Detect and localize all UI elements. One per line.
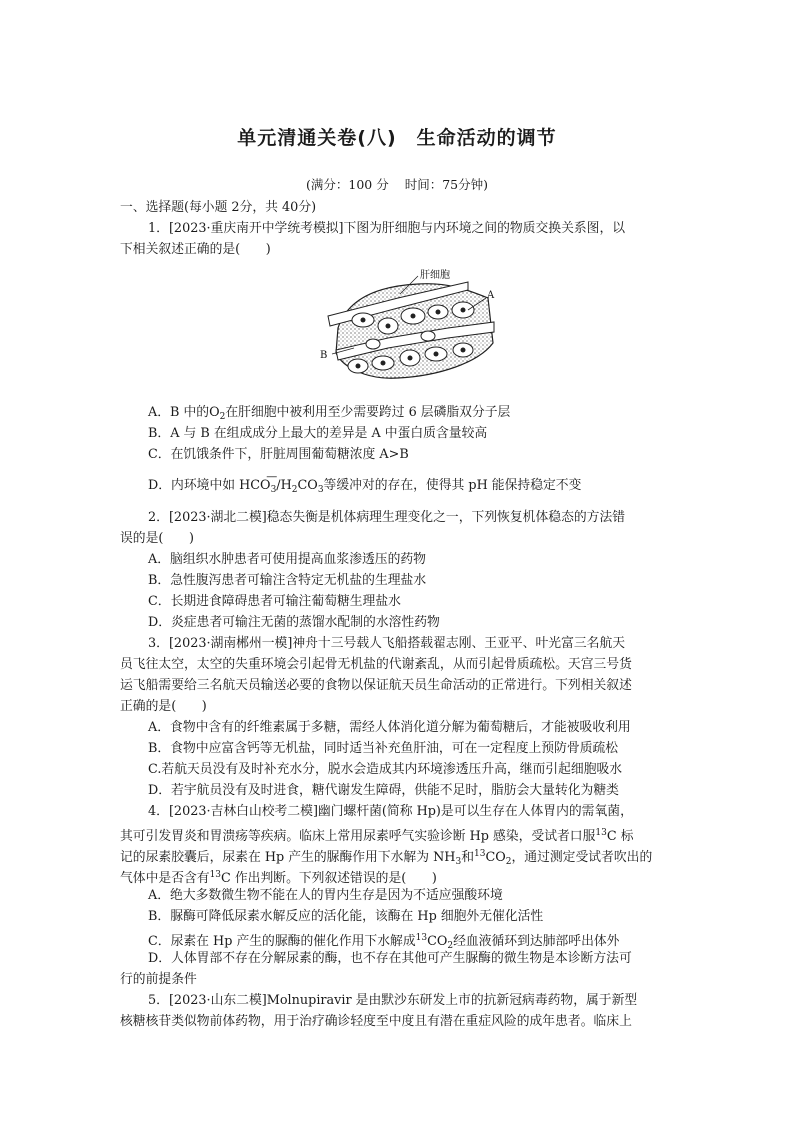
time-label: 时间：75分钟) bbox=[404, 177, 488, 192]
q4-option-c: C．尿素在 Hp 产生的脲酶的催化作用下水解成$^{13}CO_2$经血液循环到达肺部呼出体外 bbox=[148, 933, 620, 951]
q4-option-d-line2: 行的前提条件 bbox=[120, 972, 197, 987]
q5-stem-line1: 5．[2023·山东二模]Molnupiravir 是由默沙东研发上市的抗新冠病毒药物，属于新型 bbox=[148, 993, 638, 1008]
q3-stem-line3: 运飞船需要给三名航天员输送必要的食物以保证航天员生命活动的正常进行。下列相关叙述 bbox=[120, 678, 632, 693]
label-b: B bbox=[320, 350, 328, 361]
title-sub: 生命活动的调节 bbox=[416, 127, 557, 149]
q4-stem-line4: 气体中是否含有$^{13}$C 作出判断。下列叙述错误的是( ) bbox=[120, 870, 437, 886]
liver-cell-label: 肝细胞 bbox=[420, 270, 450, 281]
title-main: 单元清通关卷(八) bbox=[237, 127, 397, 149]
q4-option-b: B．脲酶可降低尿素水解反应的活化能，该酶在 Hp 细胞外无催化活性 bbox=[148, 909, 544, 924]
exam-meta bbox=[0, 175, 794, 193]
q4-option-a: A．绝大多数微生物不能在人的胃内生存是因为不适应强酸环境 bbox=[148, 888, 503, 903]
q1-stem-line1: 1．[2023·重庆南开中学统考模拟]下图为肝细胞与内环境之间的物质交换关系图，以 bbox=[148, 221, 626, 236]
q3-stem-line2: 员飞往太空，太空的失重环境会引起骨无机盐的代谢紊乱，从而引起骨质疏松。天宫三号货 bbox=[120, 657, 632, 672]
q3-stem-line1: 3．[2023·湖南郴州一模]神舟十三号载人飞船搭载翟志刚、王亚平、叶光富三名航天 bbox=[148, 636, 626, 651]
q2-option-a: A．脑组织水肿患者可使用提高血浆渗透压的药物 bbox=[148, 552, 426, 567]
score-label: (满分：100 分 bbox=[305, 177, 389, 192]
q2-stem-line2: 误的是( ) bbox=[120, 531, 194, 546]
q1-option-d: D．内环境中如 $HCO_3$ — $/H_2CO_3$等缓冲对的存在，使得其 pH 能保持稳定不变 bbox=[148, 470, 582, 495]
q4-stem-line1: 4．[2023·吉林白山校考二模]幽门螺杆菌(简称 Hp)是可以生存在人体胃内的需氧菌， bbox=[148, 804, 633, 819]
q3-option-a: A．食物中含有的纤维素属于多糖，需经人体消化道分解为葡萄糖后，才能被吸收利用 bbox=[148, 720, 631, 735]
liver-cell-diagram bbox=[318, 268, 508, 388]
q3-option-b: B．食物中应富含钙等无机盐，同时适当补充鱼肝油，可在一定程度上预防骨质疏松 bbox=[148, 741, 619, 756]
q1-option-c: C．在饥饿条件下，肝脏周围葡萄糖浓度 A>B bbox=[148, 447, 409, 462]
q4-stem-line2: 其可引发胃炎和胃溃疡等疾病。临床上常用尿素呼气实验诊断 Hp 感染，受试者口服$^{13}$C 标 bbox=[120, 828, 634, 844]
q4-option-d-line1: D．人体胃部不存在分解尿素的酶，也不存在其他可产生脲酶的微生物是本诊断方法可 bbox=[148, 951, 632, 966]
label-a: A bbox=[487, 290, 495, 301]
q3-option-d: D．若宇航员没有及时进食，糖代谢发生障碍，供能不足时，脂肪会大量转化为糖类 bbox=[148, 783, 619, 798]
q2-option-d: D．炎症患者可输注无菌的蒸馏水配制的水溶性药物 bbox=[148, 615, 440, 630]
page-title bbox=[0, 123, 794, 150]
q2-option-c: C．长期进食障碍患者可输注葡萄糖生理盐水 bbox=[148, 594, 401, 609]
q3-stem-line4: 正确的是( ) bbox=[120, 699, 207, 714]
q2-option-b: B．急性腹泻患者可输注含特定无机盐的生理盐水 bbox=[148, 573, 427, 588]
q1-option-b: B．A 与 B 在组成成分上最大的差异是 A 中蛋白质含量较高 bbox=[148, 426, 488, 441]
section-heading: 一、选择题(每小题 2分，共 40分) bbox=[120, 200, 317, 215]
q2-stem-line1: 2．[2023·湖北二模]稳态失衡是机体病理生理变化之一，下列恢复机体稳态的方法错 bbox=[148, 510, 626, 525]
q5-stem-line2: 核糖核苷类似物前体药物，用于治疗确诊轻度至中度且有潜在重症风险的成年患者。临床上 bbox=[120, 1014, 632, 1029]
q4-stem-line3: 记的尿素胶囊后，尿素在 Hp 产生的脲酶作用下水解为 $NH_3$和$^{13}CO_2$，通过测定受试者吹出的 bbox=[120, 849, 653, 867]
q3-option-c: C.若航天员没有及时补充水分，脱水会造成其内环境渗透压升高，继而引起细胞吸水 bbox=[148, 762, 623, 777]
q1-stem-line2: 下相关叙述正确的是( ) bbox=[120, 242, 271, 257]
q1-option-a: A．B 中的$O_2$在肝细胞中被利用至少需要跨过 6 层磷脂双分子层 bbox=[148, 405, 511, 422]
